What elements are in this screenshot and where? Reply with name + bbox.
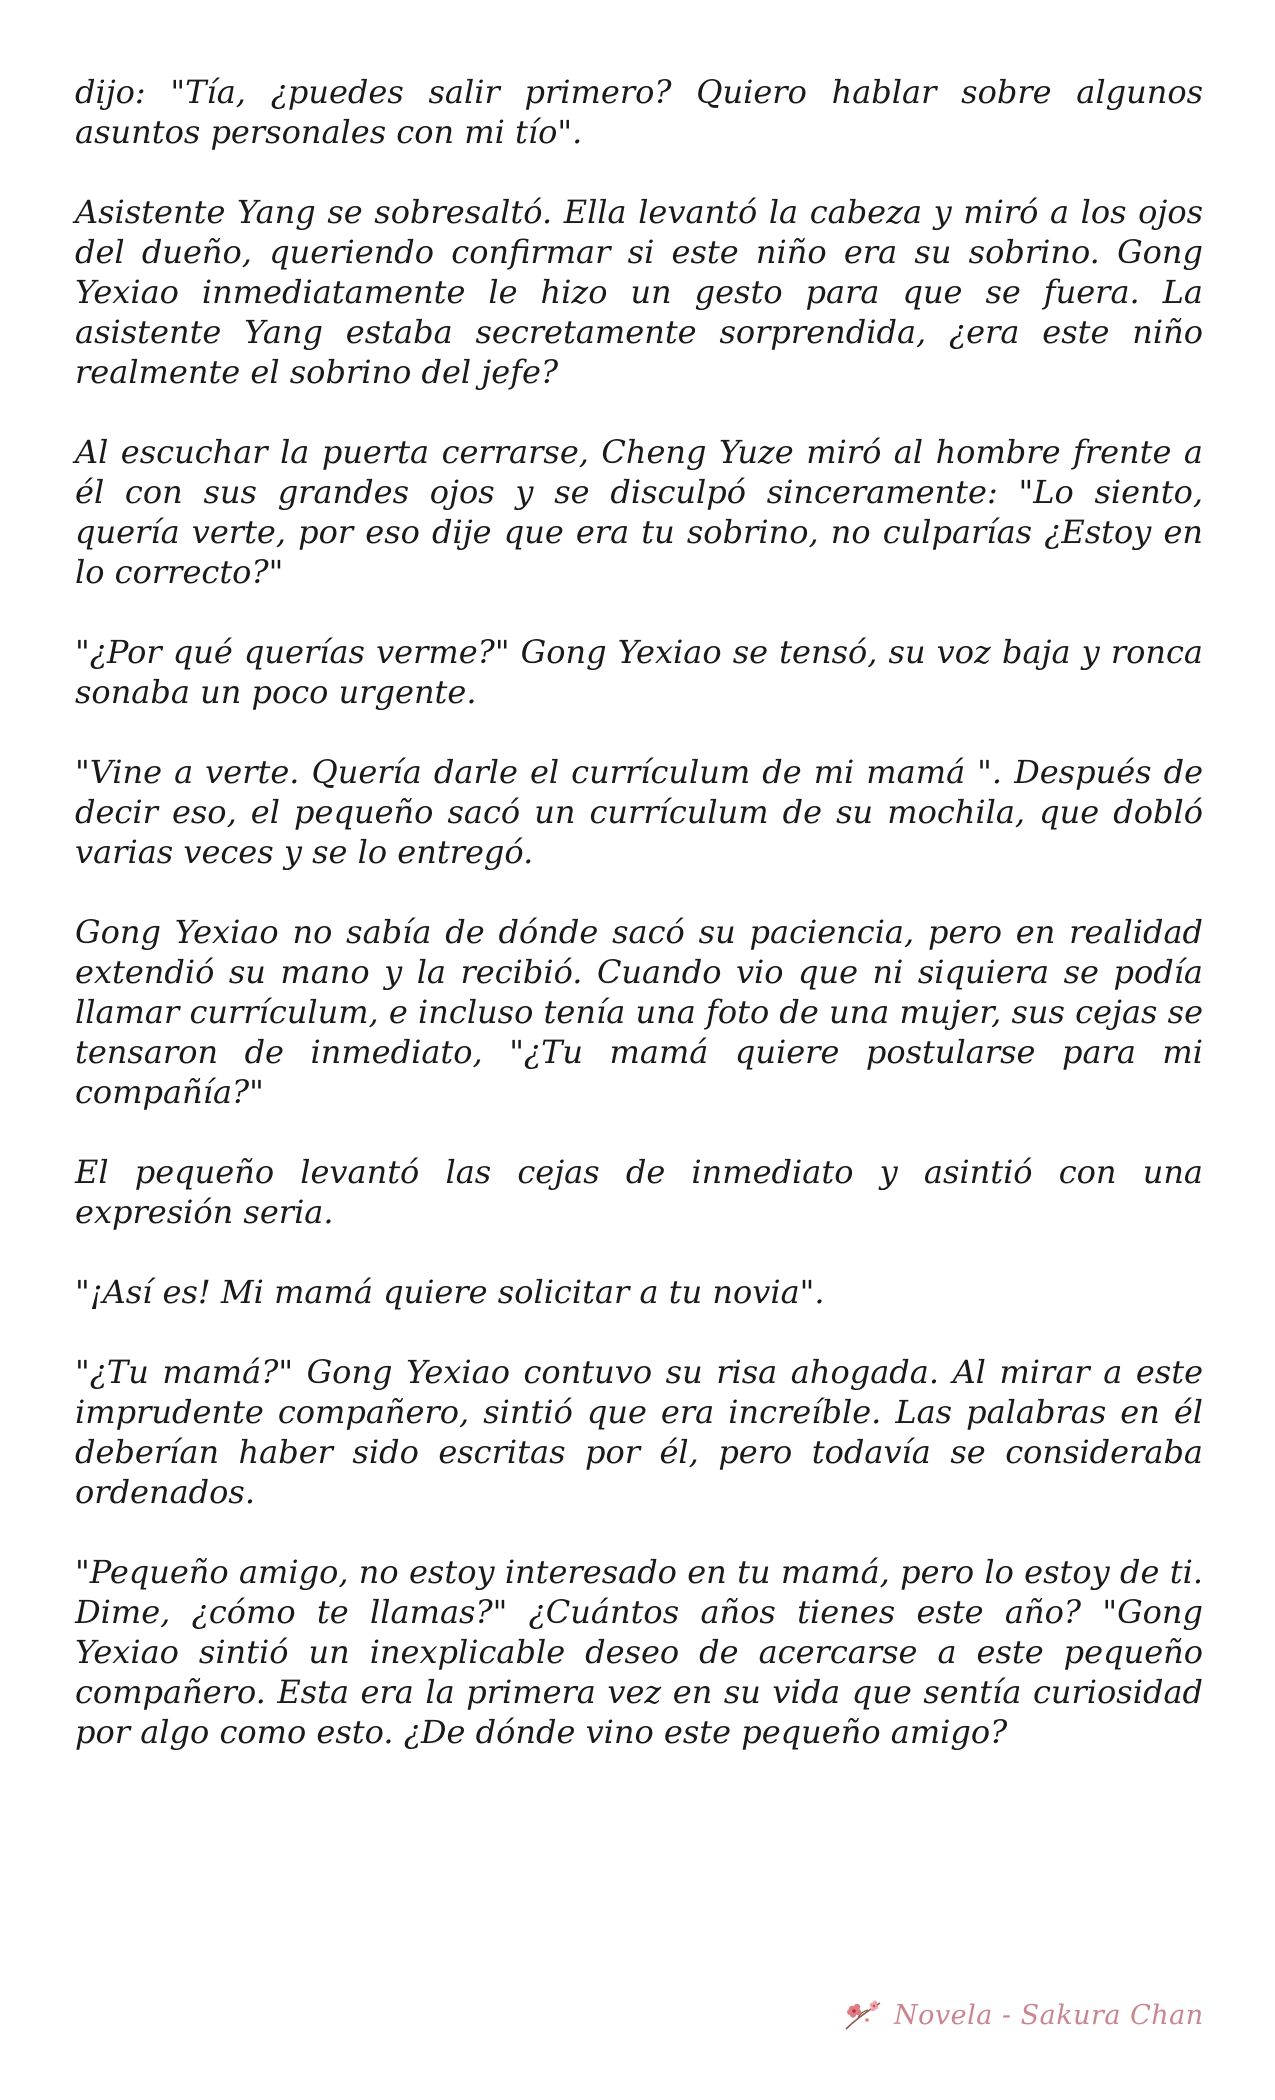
paragraph-5: "Vine a verte. Quería darle el currículum de mi mamá ". Después de decir eso, el pequeño sacó un currículum de su mochila, que dobló varias veces y se lo entregó. <box>75 753 1203 871</box>
cherry-blossom-icon <box>840 1995 886 2035</box>
paragraph-9: "¿Tu mamá?" Gong Yexiao contuvo su risa ahogada. Al mirar a este imprudente compañero, sintió que era increíble. Las palabras en él deberían haber sido escritas por él, pero todavía se consideraba ordenados. <box>75 1353 1203 1511</box>
watermark-text: Novela - Sakura Chan <box>894 1999 1204 2031</box>
paragraph-6: Gong Yexiao no sabía de dónde sacó su paciencia, pero en realidad extendió su mano y la recibió. Cuando vio que ni siquiera se podía llamar currículum, e incluso tenía una foto de una mujer, sus cejas se tensaron de inmediato, "¿Tu mamá quiere postularse para mi compañía?" <box>75 913 1203 1111</box>
paragraph-8: "¡Así es! Mi mamá quiere solicitar a tu novia". <box>75 1273 825 1311</box>
document-body <box>75 72 1203 1792</box>
paragraph-1: dijo: "Tía, ¿puedes salir primero? Quiero hablar sobre algunos asuntos personales con mi tío". <box>75 73 1203 151</box>
paragraph-10: "Pequeño amigo, no estoy interesado en tu mamá, pero lo estoy de ti. Dime, ¿cómo te llamas?" ¿Cuántos años tienes este año? "Gong Yexiao sintió un inexplicable deseo de acercarse a este pequeño compañero. Esta era la primera vez en su vida que sentía curiosidad por algo como esto. ¿De dónde vino este pequeño amigo? <box>75 1553 1203 1751</box>
paragraph-3: Al escuchar la puerta cerrarse, Cheng Yuze miró al hombre frente a él con sus grandes ojos y se disculpó sinceramente: "Lo siento, quería verte, por eso dije que era tu sobrino, no culparías ¿Estoy en lo correcto?" <box>75 433 1203 591</box>
watermark <box>840 1990 1220 2040</box>
paragraph-2: Asistente Yang se sobresaltó. Ella levantó la cabeza y miró a los ojos del dueño, queriendo confirmar si este niño era su sobrino. Gong Yexiao inmediatamente le hizo un gesto para que se fuera. La asistente Yang estaba secretamente sorprendida, ¿era este niño realmente el sobrino del jefe? <box>75 193 1203 391</box>
paragraph-4: "¿Por qué querías verme?" Gong Yexiao se tensó, su voz baja y ronca sonaba un poco urgente. <box>75 633 1203 711</box>
paragraph-7: El pequeño levantó las cejas de inmediato y asintió con una expresión seria. <box>75 1153 1203 1231</box>
